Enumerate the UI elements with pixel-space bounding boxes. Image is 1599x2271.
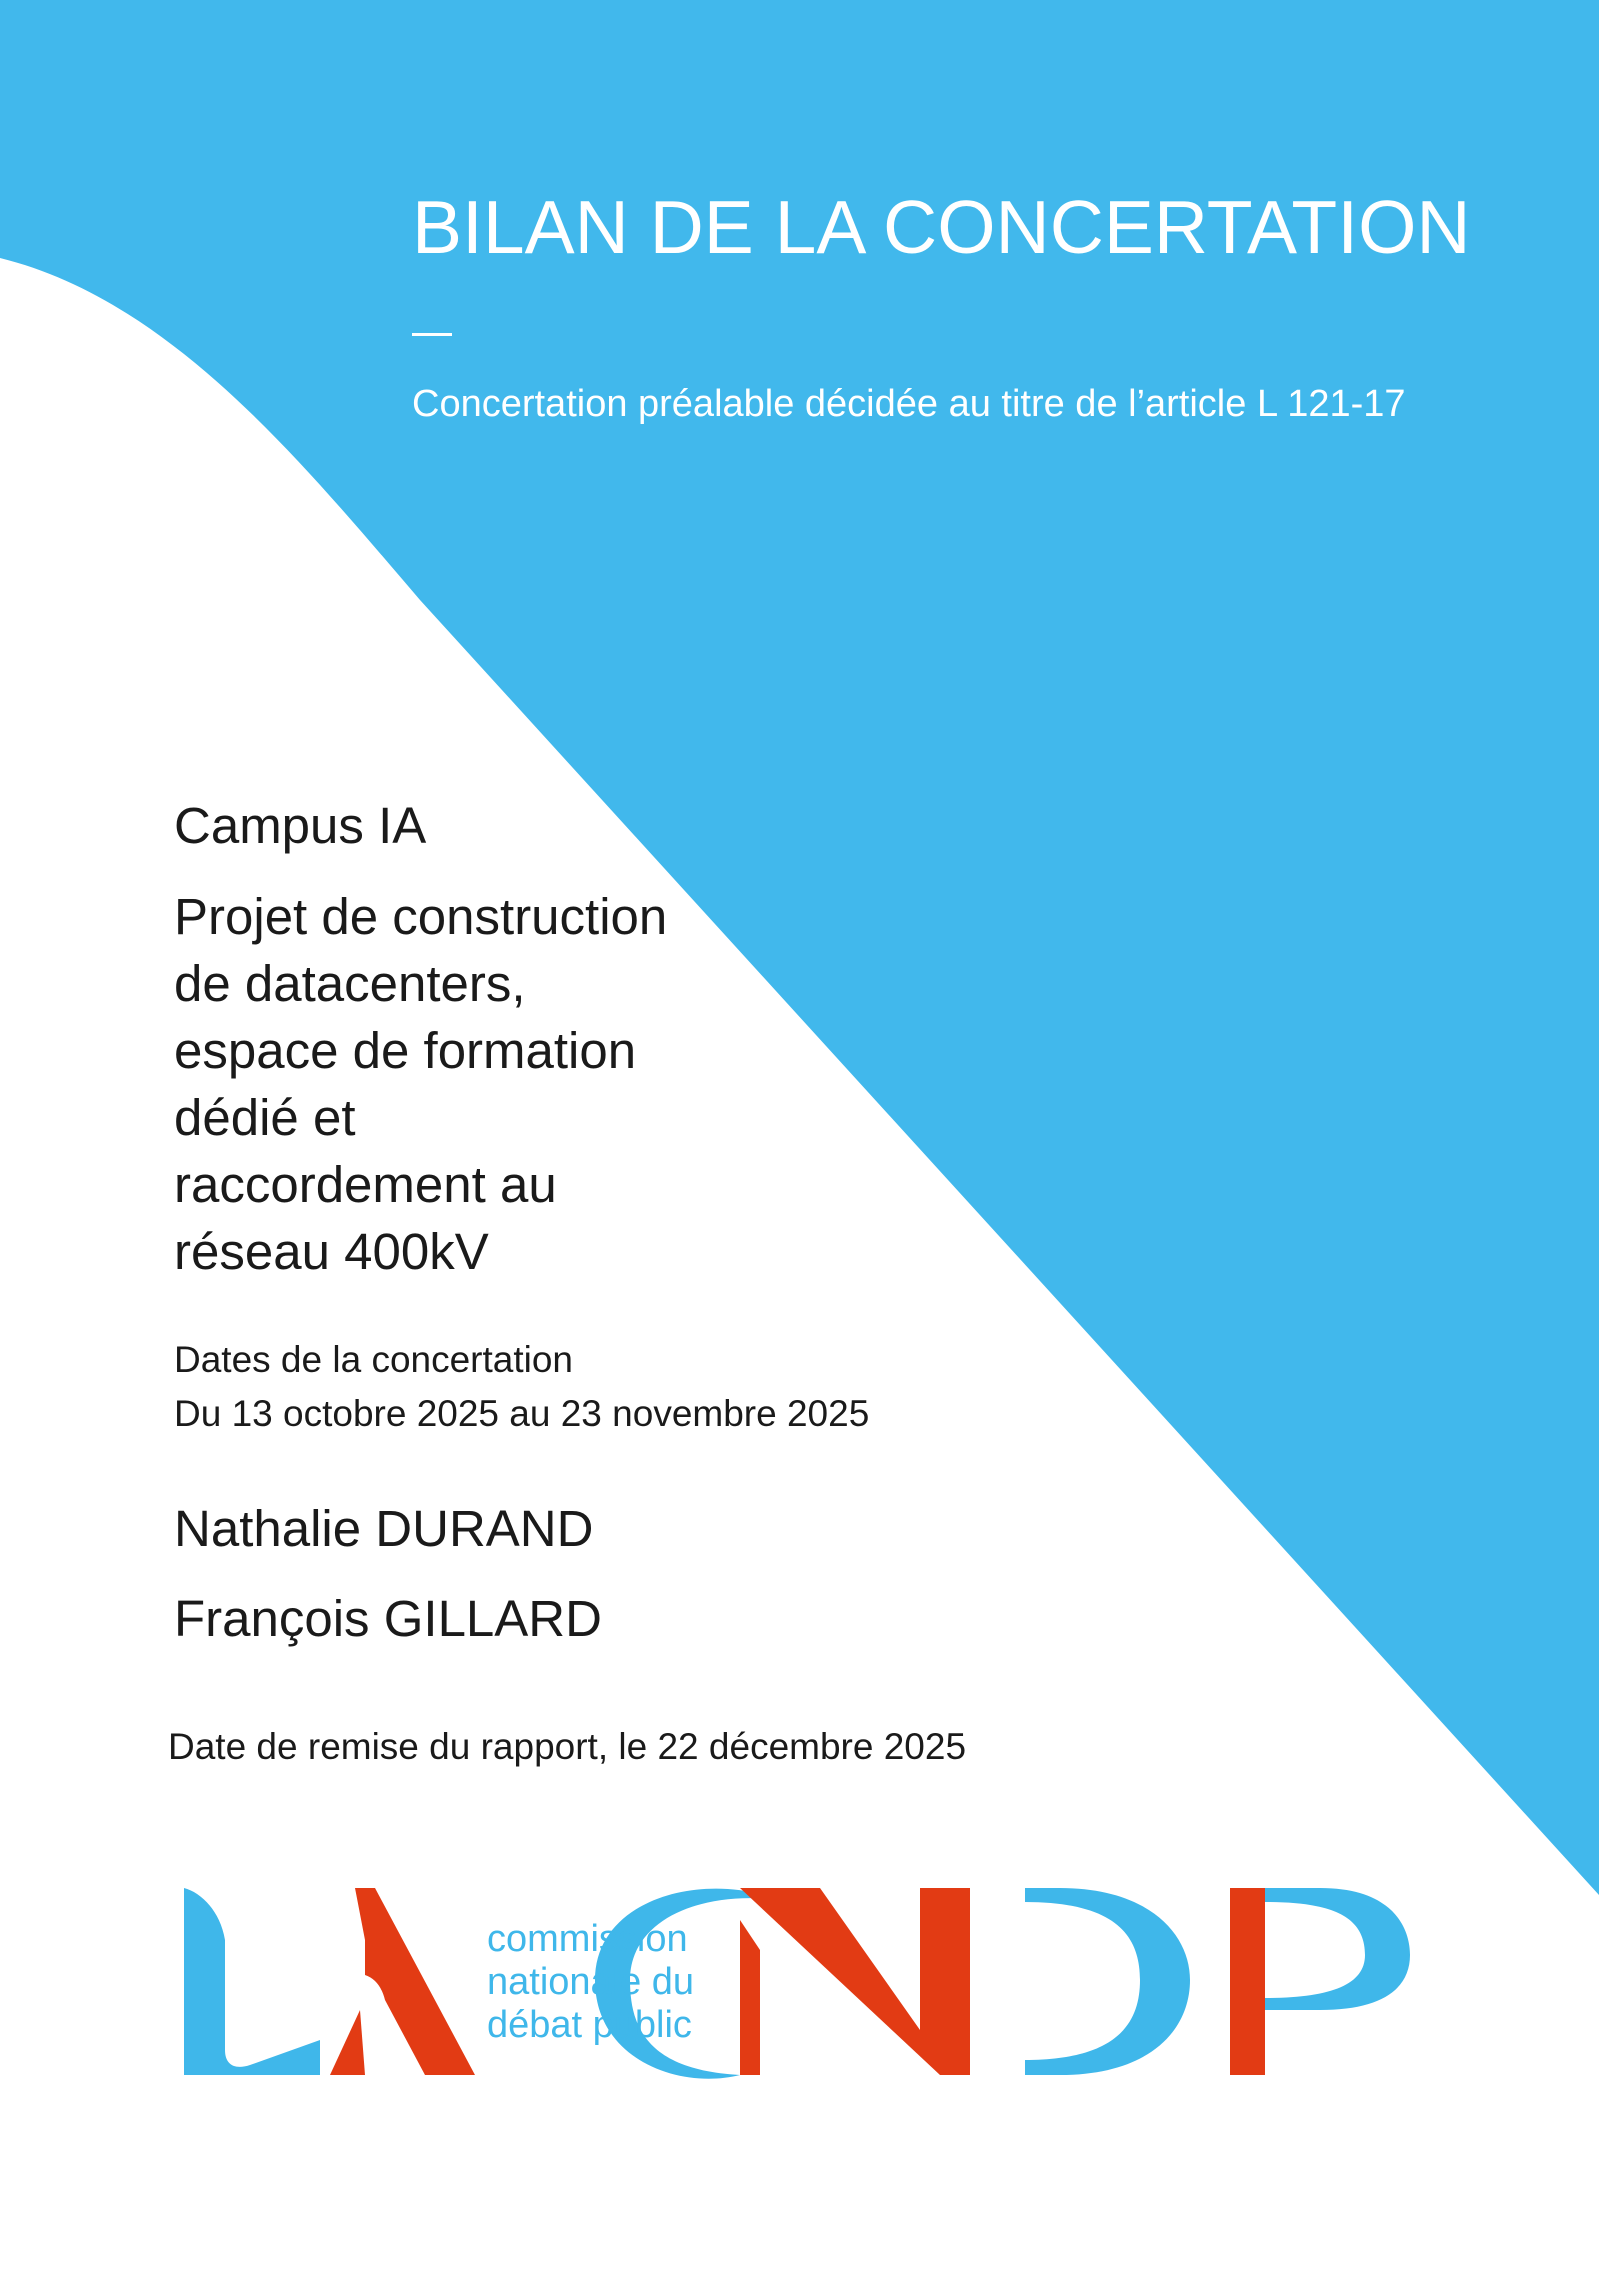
guarantor-name: Nathalie DURAND — [174, 1500, 594, 1557]
cndp-logo-icon — [180, 1880, 1420, 2090]
title-dash-divider — [412, 333, 452, 336]
project-description-line: dédié et — [174, 1089, 356, 1146]
cndp-logo-text — [487, 1918, 694, 2047]
logo-text-line: débat public — [487, 2004, 692, 2046]
project-description-line: réseau 400kV — [174, 1223, 489, 1280]
project-description-line: de datacenters, — [174, 955, 526, 1012]
document-subtitle: Concertation préalable décidée au titre de l’article L 121-17 — [412, 383, 1406, 425]
project-description — [174, 883, 667, 1285]
logo-text-line: nationale du — [487, 1961, 695, 2003]
project-description-line: Projet de construction — [174, 888, 668, 945]
dates-label: Dates de la concertation — [174, 1339, 574, 1380]
project-description-line: raccordement au — [174, 1156, 557, 1213]
dates-value: Du 13 octobre 2025 au 23 novembre 2025 — [174, 1393, 870, 1434]
guarantor-name: François GILLARD — [174, 1590, 602, 1647]
project-name: Campus IA — [174, 797, 427, 854]
document-title: BILAN DE LA CONCERTATION — [412, 185, 1471, 269]
report-date: Date de remise du rapport, le 22 décembre 2025 — [168, 1726, 967, 1767]
logo-text-line: commission — [487, 1918, 688, 1960]
project-description-line: espace de formation — [174, 1022, 637, 1079]
